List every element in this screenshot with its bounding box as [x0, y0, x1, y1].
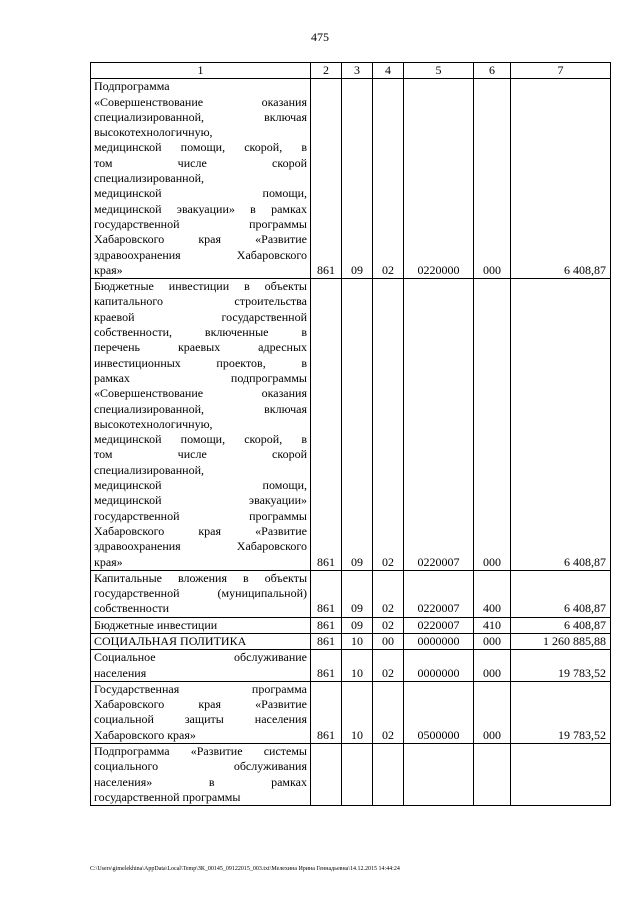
section-code: 09 — [342, 79, 373, 279]
amount: 19 783,52 — [511, 650, 611, 682]
section-code: 10 — [342, 633, 373, 649]
description-line: медицинской помощи, — [94, 478, 307, 493]
description-line: медицинской эвакуации» в рамках — [94, 201, 307, 216]
description-line: социального обслуживания — [94, 759, 307, 774]
description-line: Хабаровского края «Развитие — [94, 523, 307, 538]
description-line: Подпрограмма — [94, 79, 170, 94]
description-line: собственности, включенные в — [94, 325, 307, 340]
subsection-code: 00 — [373, 633, 404, 649]
ministry-code: 861 — [311, 650, 342, 682]
header-cell: 1 — [91, 63, 311, 79]
header-cell: 6 — [474, 63, 511, 79]
description-line: государственной программы — [94, 789, 241, 804]
description-line: населения — [94, 665, 147, 680]
expense-type-code: 000 — [474, 79, 511, 279]
subsection-code: 02 — [373, 570, 404, 617]
description-line: высокотехнологичную, — [94, 125, 213, 140]
table-row — [91, 617, 611, 633]
section-code: 09 — [342, 617, 373, 633]
section-code: 10 — [342, 650, 373, 682]
expense-type-code: 000 — [474, 633, 511, 649]
description-line: Капитальные вложения в объекты — [94, 570, 307, 585]
expense-type-code — [474, 744, 511, 806]
item-description — [91, 279, 311, 571]
item-description — [91, 79, 311, 279]
expense-type-code: 000 — [474, 681, 511, 743]
description-line: края» — [94, 554, 123, 569]
table-row — [91, 650, 611, 682]
target-article-code: 0220000 — [404, 79, 474, 279]
header-cell: 2 — [311, 63, 342, 79]
amount: 1 260 885,88 — [511, 633, 611, 649]
target-article-code: 0220007 — [404, 279, 474, 571]
description-line: специализированной, включая — [94, 109, 307, 124]
section-code: 09 — [342, 570, 373, 617]
item-description — [91, 744, 311, 806]
item-description — [91, 570, 311, 617]
ministry-code: 861 — [311, 633, 342, 649]
table-row — [91, 79, 611, 279]
description-line: перечень краевых адресных — [94, 340, 307, 355]
subsection-code — [373, 744, 404, 806]
description-line: СОЦИАЛЬНАЯ ПОЛИТИКА — [94, 633, 247, 648]
expense-type-code: 000 — [474, 650, 511, 682]
description-line: края» — [94, 262, 123, 277]
expense-type-code: 000 — [474, 279, 511, 571]
description-line: рамках подпрограммы — [94, 370, 307, 385]
description-line: Хабаровского края «Развитие — [94, 697, 307, 712]
description-line: капитального строительства — [94, 294, 307, 309]
file-path-footer: C:\Users\gimelekhina\AppData\Local\Temp\ЗК_00145_09122015_003.txt\Мелехина Ирина Геннадьевна\14.12.2015 14:44:24 — [90, 866, 400, 872]
description-line: здравоохранения Хабаровского — [94, 247, 307, 262]
description-line: специализированной, включая — [94, 401, 307, 416]
header-cell: 5 — [404, 63, 474, 79]
description-line: медицинской помощи, — [94, 186, 307, 201]
description-line: Бюджетные инвестиции в объекты — [94, 279, 307, 294]
section-code: 10 — [342, 681, 373, 743]
description-line: населения» в рамках — [94, 774, 307, 789]
item-description — [91, 650, 311, 682]
expense-type-code: 410 — [474, 617, 511, 633]
description-line: Хабаровского края «Развитие — [94, 232, 307, 247]
ministry-code: 861 — [311, 617, 342, 633]
amount — [511, 744, 611, 806]
description-line: «Совершенствование оказания — [94, 386, 307, 401]
subsection-code: 02 — [373, 79, 404, 279]
description-line: специализированной, — [94, 171, 205, 186]
page-number: 475 — [311, 30, 329, 44]
ministry-code: 861 — [311, 570, 342, 617]
table-row — [91, 633, 611, 649]
ministry-code: 861 — [311, 79, 342, 279]
description-line: Бюджетные инвестиции — [94, 617, 218, 632]
amount: 6 408,87 — [511, 570, 611, 617]
header-cell: 7 — [511, 63, 611, 79]
description-line: медицинской помощи, скорой, в — [94, 140, 307, 155]
ministry-code: 861 — [311, 681, 342, 743]
target-article-code: 0220007 — [404, 617, 474, 633]
description-line: Социальное обслуживание — [94, 650, 307, 665]
amount: 19 783,52 — [511, 681, 611, 743]
table-row — [91, 279, 611, 571]
description-line: инвестиционных проектов, в — [94, 355, 307, 370]
description-line: высокотехнологичную, — [94, 416, 213, 431]
ministry-code — [311, 744, 342, 806]
description-line: государственной (муниципальной) — [94, 586, 307, 601]
amount: 6 408,87 — [511, 279, 611, 571]
header-cell: 4 — [373, 63, 404, 79]
description-line: «Совершенствование оказания — [94, 94, 307, 109]
subsection-code: 02 — [373, 617, 404, 633]
section-code — [342, 744, 373, 806]
target-article-code: 0000000 — [404, 633, 474, 649]
table-header-row — [91, 63, 611, 79]
description-line: медицинской эвакуации» — [94, 493, 307, 508]
description-line: собственности — [94, 601, 170, 616]
description-line: краевой государственной — [94, 309, 307, 324]
subsection-code: 02 — [373, 681, 404, 743]
description-line: социальной защиты населения — [94, 712, 307, 727]
ministry-code: 861 — [311, 279, 342, 571]
description-line: здравоохранения Хабаровского — [94, 539, 307, 554]
expense-type-code: 400 — [474, 570, 511, 617]
budget-table — [90, 62, 611, 806]
description-line: государственной программы — [94, 508, 307, 523]
table-row — [91, 570, 611, 617]
subsection-code: 02 — [373, 279, 404, 571]
header-cell: 3 — [342, 63, 373, 79]
target-article-code: 0000000 — [404, 650, 474, 682]
description-line: том числе скорой — [94, 155, 307, 170]
item-description — [91, 633, 311, 649]
item-description — [91, 681, 311, 743]
description-line: Подпрограмма «Развитие системы — [94, 744, 307, 759]
table-row — [91, 744, 611, 806]
amount: 6 408,87 — [511, 617, 611, 633]
section-code: 09 — [342, 279, 373, 571]
description-line: Хабаровского края» — [94, 727, 196, 742]
amount: 6 408,87 — [511, 79, 611, 279]
description-line: специализированной, — [94, 462, 205, 477]
description-line: медицинской помощи, скорой, в — [94, 432, 307, 447]
description-line: Государственная программа — [94, 681, 307, 696]
target-article-code — [404, 744, 474, 806]
table-row — [91, 681, 611, 743]
target-article-code: 0500000 — [404, 681, 474, 743]
item-description — [91, 617, 311, 633]
description-line: государственной программы — [94, 216, 307, 231]
subsection-code: 02 — [373, 650, 404, 682]
description-line: том числе скорой — [94, 447, 307, 462]
target-article-code: 0220007 — [404, 570, 474, 617]
